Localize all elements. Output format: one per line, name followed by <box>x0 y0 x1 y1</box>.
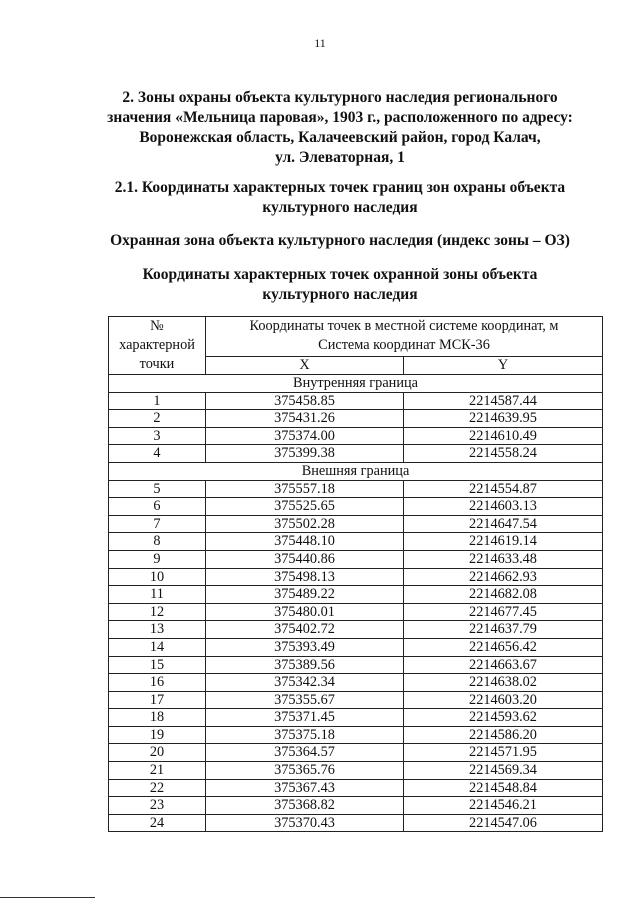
page-number: 11 <box>314 36 326 50</box>
table-row <box>109 550 603 568</box>
y-cell: 2214593.62 <box>404 709 603 727</box>
table-row <box>109 691 603 709</box>
subsection-title-line: 2.1. Координаты характерных точек границ зон охраны объекта <box>114 179 566 196</box>
section-title-line: 2. Зоны охраны объекта культурного наследия регионального <box>122 89 558 106</box>
header-y: Y <box>404 356 603 374</box>
y-cell: 2214677.45 <box>404 603 603 621</box>
point-number-cell: 5 <box>109 480 206 498</box>
table-row <box>109 726 603 744</box>
y-cell: 2214546.21 <box>404 797 603 815</box>
y-cell: 2214587.44 <box>404 392 603 410</box>
table-row <box>109 797 603 815</box>
y-cell: 2214637.79 <box>404 621 603 639</box>
x-cell: 375502.28 <box>206 515 404 533</box>
point-number-cell: 18 <box>109 709 206 727</box>
point-number-cell: 22 <box>109 779 206 797</box>
x-cell: 375342.34 <box>206 674 404 692</box>
table-row <box>109 533 603 551</box>
point-number-cell: 1 <box>109 392 206 410</box>
point-number-cell: 6 <box>109 498 206 516</box>
point-number-cell: 4 <box>109 445 206 463</box>
point-number-cell: 21 <box>109 762 206 780</box>
x-cell: 375364.57 <box>206 744 404 762</box>
point-number-cell: 8 <box>109 533 206 551</box>
section-title <box>40 88 640 168</box>
table-row <box>109 674 603 692</box>
x-cell: 375458.85 <box>206 392 404 410</box>
point-number-cell: 10 <box>109 568 206 586</box>
y-cell: 2214554.87 <box>404 480 603 498</box>
x-cell: 375374.00 <box>206 427 404 445</box>
point-number-cell: 17 <box>109 691 206 709</box>
point-number-cell: 11 <box>109 586 206 604</box>
y-cell: 2214639.95 <box>404 410 603 428</box>
x-cell: 375498.13 <box>206 568 404 586</box>
table-row <box>109 744 603 762</box>
x-cell: 375431.26 <box>206 410 404 428</box>
x-cell: 375448.10 <box>206 533 404 551</box>
section-title-line: значения «Мельница паровая», 1903 г., расположенного по адресу: <box>107 109 573 126</box>
x-cell: 375480.01 <box>206 603 404 621</box>
y-cell: 2214633.48 <box>404 550 603 568</box>
table-row <box>109 621 603 639</box>
x-cell: 375525.65 <box>206 498 404 516</box>
header-coordinates-line: Система координат МСК-36 <box>318 337 490 354</box>
x-cell: 375367.43 <box>206 779 404 797</box>
x-cell: 375399.38 <box>206 445 404 463</box>
y-cell: 2214647.54 <box>404 515 603 533</box>
header-x: X <box>206 356 404 374</box>
table-row <box>109 568 603 586</box>
table-title-line: Координаты характерных точек охранной зоны объекта <box>142 266 538 283</box>
point-number-cell: 13 <box>109 621 206 639</box>
point-number-cell: 12 <box>109 603 206 621</box>
y-cell: 2214662.93 <box>404 568 603 586</box>
group-title: Внутренняя граница <box>109 375 603 393</box>
table-row <box>109 392 603 410</box>
point-number-cell: 19 <box>109 726 206 744</box>
x-cell: 375368.82 <box>206 797 404 815</box>
table-row <box>109 603 603 621</box>
coordinates-table <box>108 316 603 832</box>
x-cell: 375557.18 <box>206 480 404 498</box>
y-cell: 2214619.14 <box>404 533 603 551</box>
table-row <box>109 410 603 428</box>
header-point-number: № характерной точки <box>109 317 206 375</box>
table-row <box>109 814 603 832</box>
table-row <box>109 709 603 727</box>
table-row <box>109 427 603 445</box>
table-title <box>40 265 640 305</box>
table-row <box>109 762 603 780</box>
x-cell: 375402.72 <box>206 621 404 639</box>
x-cell: 375355.67 <box>206 691 404 709</box>
point-number-cell: 16 <box>109 674 206 692</box>
group-title-row <box>109 375 603 393</box>
y-cell: 2214663.67 <box>404 656 603 674</box>
table-row <box>109 586 603 604</box>
point-number-cell: 9 <box>109 550 206 568</box>
group-title-row <box>109 462 603 480</box>
table-row <box>109 638 603 656</box>
y-cell: 2214682.08 <box>404 586 603 604</box>
x-cell: 375389.56 <box>206 656 404 674</box>
header-coordinates <box>206 317 603 357</box>
y-cell: 2214603.20 <box>404 691 603 709</box>
y-cell: 2214586.20 <box>404 726 603 744</box>
point-number-cell: 15 <box>109 656 206 674</box>
footnote-divider <box>0 897 95 898</box>
y-cell: 2214603.13 <box>404 498 603 516</box>
table-row <box>109 656 603 674</box>
table-row <box>109 515 603 533</box>
point-number-cell: 24 <box>109 814 206 832</box>
y-cell: 2214558.24 <box>404 445 603 463</box>
y-cell: 2214547.06 <box>404 814 603 832</box>
y-cell: 2214638.02 <box>404 674 603 692</box>
group-title: Внешняя граница <box>109 462 603 480</box>
x-cell: 375489.22 <box>206 586 404 604</box>
point-number-cell: 2 <box>109 410 206 428</box>
section-title-line: ул. Элеваторная, 1 <box>275 149 405 166</box>
table-row <box>109 779 603 797</box>
y-cell: 2214656.42 <box>404 638 603 656</box>
y-cell: 2214610.49 <box>404 427 603 445</box>
point-number-cell: 14 <box>109 638 206 656</box>
x-cell: 375440.86 <box>206 550 404 568</box>
table-row <box>109 445 603 463</box>
y-cell: 2214571.95 <box>404 744 603 762</box>
subsection-title <box>40 178 640 218</box>
x-cell: 375365.76 <box>206 762 404 780</box>
y-cell: 2214548.84 <box>404 779 603 797</box>
table-row <box>109 498 603 516</box>
header-coordinates-line: Координаты точек в местной системе координат, м <box>249 318 559 335</box>
table-title-line: культурного наследия <box>262 286 418 303</box>
zone-title: Охранная зона объекта культурного наследия (индекс зоны – ОЗ) <box>110 232 570 249</box>
subsection-title-line: культурного наследия <box>262 199 418 216</box>
point-number-cell: 23 <box>109 797 206 815</box>
y-cell: 2214569.34 <box>404 762 603 780</box>
table-header-row <box>109 317 603 357</box>
section-title-line: Воронежская область, Калачеевский район, город Калач, <box>139 129 541 146</box>
point-number-cell: 3 <box>109 427 206 445</box>
table-row <box>109 480 603 498</box>
point-number-cell: 7 <box>109 515 206 533</box>
x-cell: 375370.43 <box>206 814 404 832</box>
point-number-cell: 20 <box>109 744 206 762</box>
x-cell: 375393.49 <box>206 638 404 656</box>
x-cell: 375371.45 <box>206 709 404 727</box>
x-cell: 375375.18 <box>206 726 404 744</box>
